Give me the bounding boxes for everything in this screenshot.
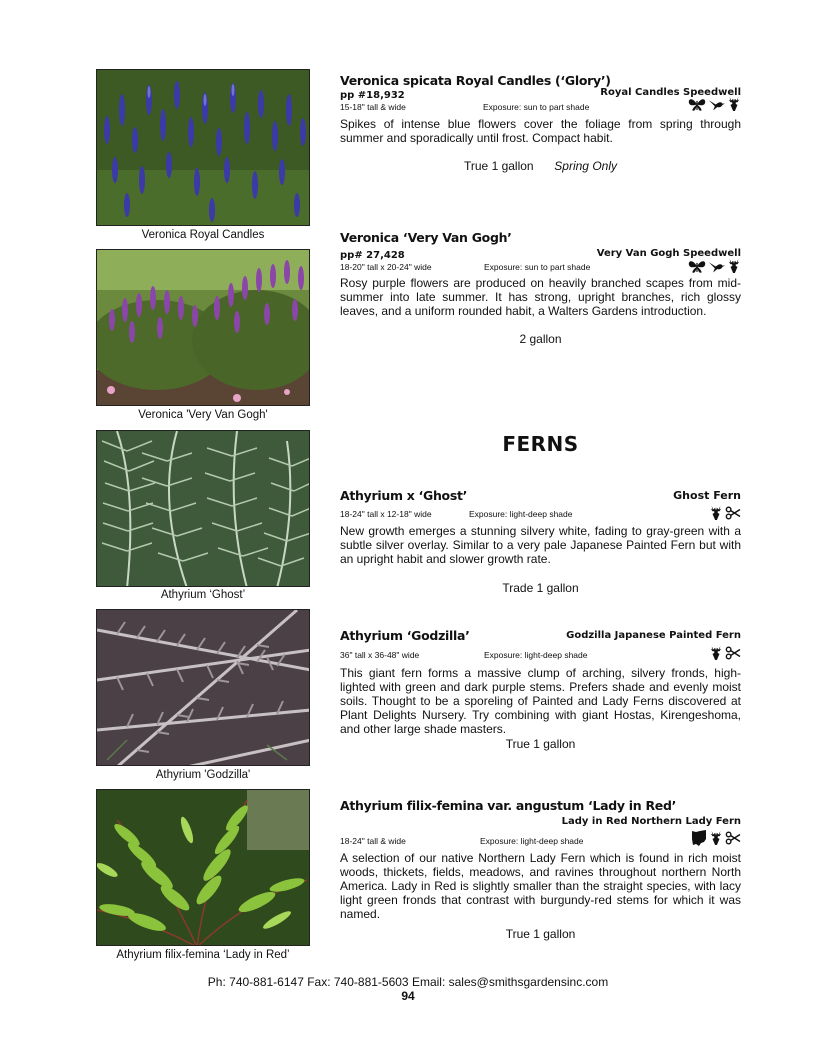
deer-resistant-icon — [709, 505, 723, 521]
deer-resistant-icon — [727, 258, 741, 274]
athyrium-godzilla-photo — [96, 609, 310, 766]
athyrium-ghost-photo — [96, 430, 310, 587]
attribute-icons — [691, 830, 741, 846]
photo-caption: Athyrium filix-femina ‘Lady in Red’ — [116, 949, 290, 961]
plant-dimensions: 18-24" tall x 12-18" wide — [340, 509, 432, 519]
exposure: Exposure: light-deep shade — [480, 836, 584, 846]
page-number: 94 — [401, 989, 415, 1003]
veronica-very-van-gogh-photo — [96, 249, 310, 406]
plant-description: This giant fern forms a massive clump of arching, silvery fronds, high-lighted with green and dark purple stems. Prefers shade and evenly moist soils. Thought to be a sporeling of Painted and Lady Ferns discovered at Plant Delights Nursery. Try combining with giant Hostas, Kirengeshoma, and other large shade masters. — [340, 666, 741, 736]
photo-caption: Veronica 'Very Van Gogh' — [138, 409, 268, 421]
plant-entry-lady-in-red-fern — [340, 798, 741, 941]
photo-caption: Veronica Royal Candles — [141, 229, 265, 241]
plant-name: Athyrium ‘Godzilla’ — [340, 628, 470, 643]
plant-patent: pp# 27,428 — [340, 250, 405, 261]
common-name: Lady in Red Northern Lady Fern — [561, 816, 741, 827]
plant-dimensions: 18-20" tall x 20-24" wide — [340, 262, 432, 272]
plant-dimensions: 15-18" tall & wide — [340, 102, 406, 112]
plant-entry-very-van-gogh — [340, 230, 741, 346]
common-name: Very Van Gogh Speedwell — [596, 248, 741, 259]
photo-caption: Athyrium 'Godzilla' — [155, 769, 251, 781]
plant-dimensions: 36" tall x 36-48" wide — [340, 650, 420, 660]
contact-footer: Ph: 740-881-6147 Fax: 740-881-5603 Email: sales@smithsgardensinc.com — [207, 975, 609, 989]
cut-flower-icon — [725, 831, 741, 845]
plant-name: Athyrium x ‘Ghost’ — [340, 488, 468, 503]
butterfly-icon — [688, 259, 706, 274]
common-name: Ghost Fern — [673, 489, 741, 502]
cut-flower-icon — [725, 646, 741, 660]
plant-entry-ghost-fern — [340, 488, 741, 595]
plant-name: Athyrium filix-femina var. angustum ‘Lady in Red’ — [340, 798, 677, 813]
exposure: Exposure: light-deep shade — [484, 650, 588, 660]
plant-description: Spikes of intense blue flowers cover the foliage from spring through summer and sporadically until frost. Compact habit. — [340, 117, 741, 145]
exposure: Exposure: sun to part shade — [484, 262, 591, 272]
attribute-icons — [688, 96, 741, 112]
common-name: Godzilla Japanese Painted Fern — [566, 630, 741, 641]
athyrium-lady-in-red-photo — [96, 789, 310, 946]
exposure: Exposure: light-deep shade — [469, 509, 573, 519]
exposure: Exposure: sun to part shade — [483, 102, 590, 112]
container-size: True 1 gallon — [464, 159, 534, 173]
cut-flower-icon — [725, 506, 741, 520]
availability-note: Spring Only — [554, 159, 617, 173]
attribute-icons — [709, 645, 741, 661]
plant-dimensions: 18-24" tall & wide — [340, 836, 406, 846]
ohio-native-icon — [691, 830, 707, 846]
plant-description: New growth emerges a stunning silvery white, fading to gray-green with a subtle silver overlay. Similar to a very pale Japanese Painted Fern but with an upright habit and slower growth rate. — [340, 524, 741, 566]
attribute-icons — [709, 505, 741, 521]
container-size: True 1 gallon — [505, 737, 576, 751]
container-size: True 1 gallon — [505, 927, 576, 941]
plant-entry-godzilla-fern — [340, 628, 741, 751]
photo-caption: Athyrium ‘Ghost’ — [160, 589, 246, 601]
deer-resistant-icon — [709, 830, 723, 846]
container-size-row — [340, 159, 741, 173]
plant-patent: pp #18,932 — [340, 90, 405, 101]
plant-description: Rosy purple flowers are produced on heavily branched scapes from mid-summer into late summer. It has strong, upright branches, rich glossy leaves, and a uniform rounded habit, a Walters Gardens introduction. — [340, 276, 741, 318]
section-heading: FERNS — [502, 432, 579, 456]
deer-resistant-icon — [709, 645, 723, 661]
attribute-icons — [688, 258, 741, 274]
hummingbird-icon — [708, 97, 725, 112]
common-name: Royal Candles Speedwell — [600, 87, 741, 98]
plant-description: A selection of our native Northern Lady Fern which is found in rich moist woods, thickets, fields, meadows, and ravines throughout northern North America. Lady in Red is slightly smaller than the straight species, with lacy light green fronds that contrast with burgundy-red stems for which it was named. — [340, 851, 741, 921]
deer-resistant-icon — [727, 96, 741, 112]
plant-name: Veronica ‘Very Van Gogh’ — [340, 230, 512, 245]
container-size: Trade 1 gallon — [502, 581, 579, 595]
plant-entry-royal-candles — [340, 73, 741, 173]
plant-name: Veronica spicata Royal Candles (‘Glory’) — [340, 73, 611, 88]
butterfly-icon — [688, 97, 706, 112]
veronica-royal-candles-photo — [96, 69, 310, 226]
container-size: 2 gallon — [519, 332, 562, 346]
hummingbird-icon — [708, 259, 725, 274]
